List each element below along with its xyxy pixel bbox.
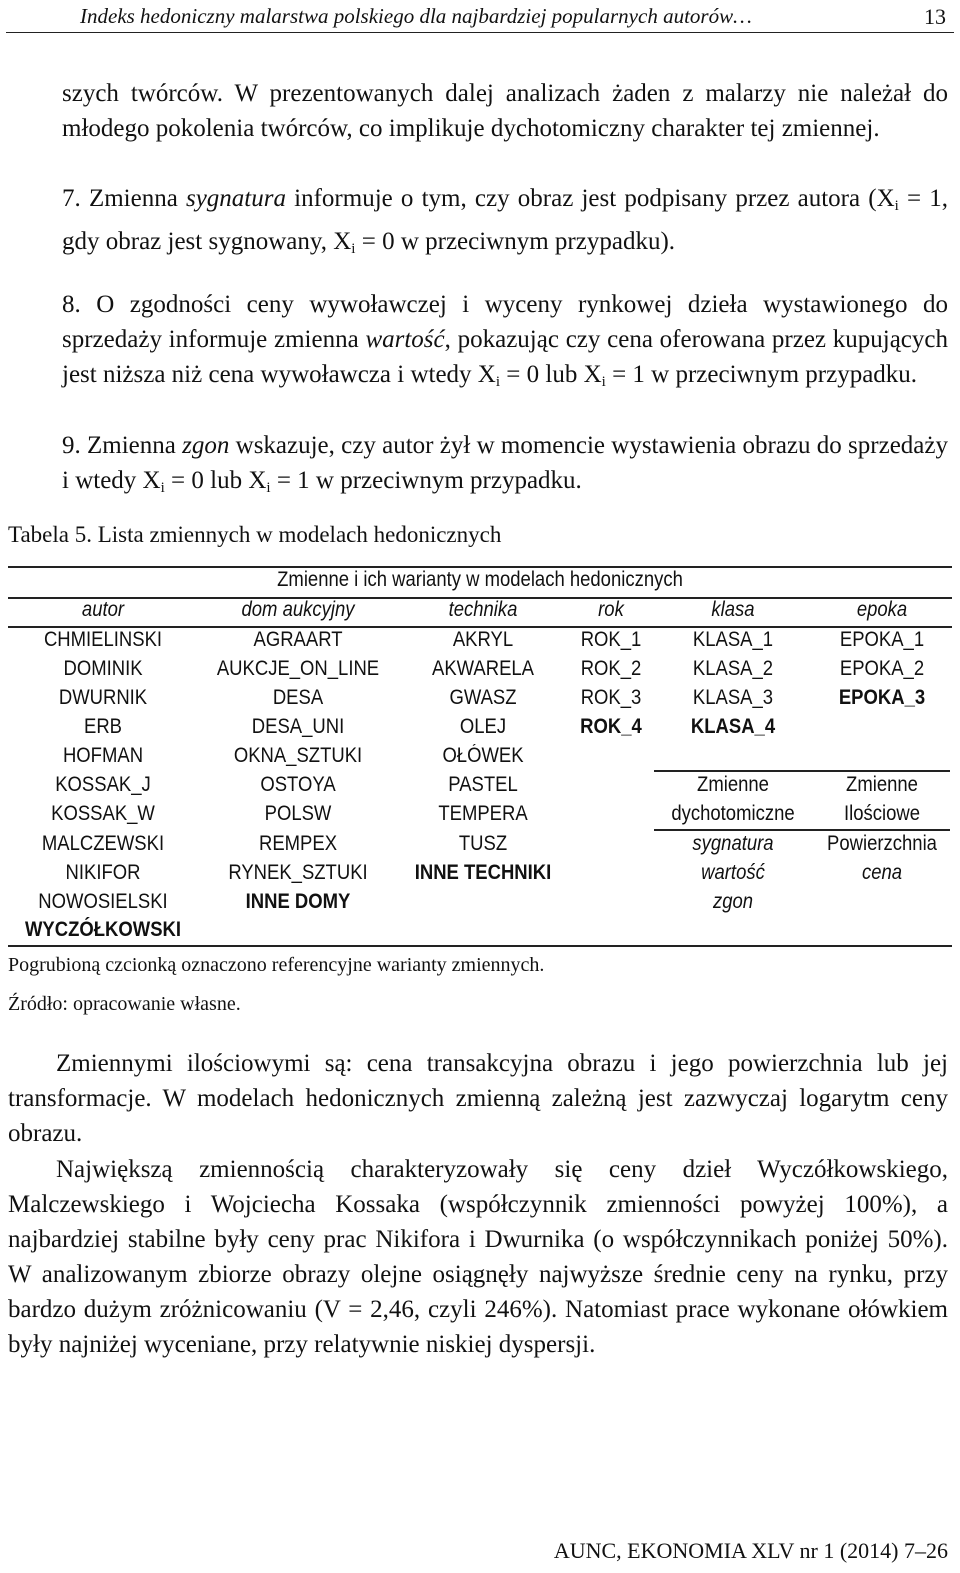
table-cell-autor: KOSSAK_J [55, 773, 151, 796]
table-cell-autor: CHMIELINSKI [43, 628, 163, 651]
paragraph-1: Zmiennymi ilościowymi są: cena transakcyjna obrazu i jego powierzchnia lub jej transformacje. W modelach hedonicznych zmienną zależną jest zazwyczaj logarytm ceny obrazu. [8, 1050, 948, 1147]
table-cell-technika: OLEJ [459, 715, 507, 738]
table-cell-dom: OSTOYA [260, 773, 336, 796]
table-cell-rok: ROK_1 [580, 628, 642, 651]
table-cell-klasa-reference: KLASA_4 [690, 715, 776, 738]
dychotomiczne-header-line1: Zmienne [697, 773, 769, 796]
list-item-8: 8. O zgodności ceny wywoławczej i wyceny rynkowej dzieła wystawionego do sprzedaży informuje zmienna wartość, pokazując czy cena oferowana przez kupujących jest niższa niż cena wywoławcza i wtedy $X_i = 0$ lub $X_i = 1$ w przeciwnym przypadku. [62, 291, 948, 390]
table-cell-autor: NOWOSIELSKI [38, 890, 168, 913]
table-cell-technika-reference: INNE TECHNIKI [414, 861, 552, 884]
column-header-technika: technika [448, 598, 518, 621]
table-cell-rok-reference: ROK_4 [580, 715, 642, 738]
table-caption: Tabela 5. Lista zmiennych w modelach hedonicznych [8, 522, 502, 547]
column-header-epoka: epoka [856, 598, 908, 621]
table-cell-dychotomiczne: sygnatura [692, 832, 774, 855]
table-cell-technika: TUSZ [458, 832, 508, 855]
table-cell-autor: DWURNIK [58, 686, 148, 709]
column-header-rok: rok [598, 598, 624, 621]
variable-name: zgon [182, 432, 230, 459]
column-header-dom-aukcyjny: dom aukcyjny [241, 598, 355, 621]
table-cell-klasa: KLASA_2 [692, 657, 774, 680]
table-cell-autor: ERB [83, 715, 123, 738]
table-super-header: Zmienne i ich warianty w modelach hedonicznych [277, 568, 683, 591]
variable-name: wartość [365, 326, 445, 353]
page-number: 13 [924, 4, 946, 29]
table-cell-dom: REMPEX [258, 832, 338, 855]
table-cell-technika: TEMPERA [438, 802, 528, 825]
table-cell-rok: ROK_3 [580, 686, 642, 709]
running-title: Indeks hedoniczny malarstwa polskiego dla najbardziej popularnych autorów… [80, 4, 752, 28]
table-cell-dom: AUKCJE_ON_LINE [216, 657, 380, 680]
table-note: Pogrubioną czcionką oznaczono referencyjne warianty zmiennych. [8, 954, 545, 976]
table-cell-rok: ROK_2 [580, 657, 642, 680]
table-cell-epoka: EPOKA_1 [839, 628, 925, 651]
table-cell-klasa: KLASA_1 [692, 628, 774, 651]
column-header-autor: autor [81, 598, 125, 621]
table-cell-ilosciowe: Powierzchnia [827, 832, 937, 855]
column-header-klasa: klasa [711, 598, 755, 621]
table-cell-autor: MALCZEWSKI [41, 832, 165, 855]
table-cell-dychotomiczne: wartość [701, 861, 765, 884]
table-cell-autor: DOMINIK [63, 657, 143, 680]
subgroup-rule [654, 770, 950, 772]
table-cell-technika: AKRYL [452, 628, 514, 651]
table-cell-dom-reference: INNE DOMY [245, 890, 351, 913]
variable-name: sygnatura [185, 185, 286, 212]
intro-paragraph: szych twórców. W prezentowanych dalej analizach żaden z malarzy nie należał do młodego pokolenia twórców, co implikuje dychotomiczny charakter tej zmiennej. [62, 80, 948, 142]
ilosciowe-header-line1: Zmienne [846, 773, 918, 796]
table-cell-epoka-reference: EPOKA_3 [838, 686, 926, 709]
ilosciowe-header-line2: Ilościowe [843, 802, 921, 825]
table-cell-autor: KOSSAK_W [51, 802, 155, 825]
table-cell-autor: HOFMAN [62, 744, 144, 767]
table-cell-dom: RYNEK_SZTUKI [228, 861, 368, 884]
table-cell-ilosciowe: cena [861, 861, 903, 884]
item-number: 9. [62, 432, 81, 459]
table-cell-dom: DESA_UNI [251, 715, 345, 738]
paragraph-2: Największą zmiennością charakteryzowały się ceny dzieł Wyczółkowskiego, Malczewskiego i Wojciecha Kossaka (współczynnik zmienności powyżej 100%), a najbardziej stabilne były ceny prac Nikifora i Dwurnika (o współczynnikach poniżej 50%). W analizowanym zbiorze obrazy olejne osiągnęły najwyższe średnie ceny na rynku, przy bardzo dużym zróżnicowaniu (V = 2,46, czyli 246%). Natomiast prace wykonane ołówkiem były najniżej wyceniane, przy relatywnie niskiej dyspersji. [8, 1156, 948, 1358]
table-cell-technika: AKWARELA [431, 657, 534, 680]
list-item-9: 9. Zmienna zgon wskazuje, czy autor żył w momencie wystawienia obrazu do sprzedaży i wtedy $X_i = 0$ lub $X_i = 1$ w przeciwnym przypadku. [62, 432, 948, 496]
table-cell-autor-reference: WYCZÓŁKOWSKI [24, 918, 182, 941]
table-cell-dom: OKNA_SZTUKI [233, 744, 363, 767]
table-cell-dom: POLSW [264, 802, 332, 825]
table-cell-epoka: EPOKA_2 [839, 657, 925, 680]
table-cell-dom: AGRAART [253, 628, 343, 651]
item-number: 7. [62, 185, 81, 212]
dychotomiczne-header-line2: dychotomiczne [671, 802, 795, 825]
table-cell-autor: NIKIFOR [65, 861, 141, 884]
table-cell-klasa: KLASA_3 [692, 686, 774, 709]
table-cell-technika: GWASZ [449, 686, 517, 709]
journal-footer: AUNC, EKONOMIA XLV nr 1 (2014) 7–26 [553, 1538, 948, 1563]
running-header [6, 0, 954, 33]
table-cell-dychotomiczne: zgon [712, 890, 754, 913]
table-cell-technika: OŁÓWEK [442, 744, 524, 767]
table-cell-technika: PASTEL [448, 773, 518, 796]
list-item-7: 7. Zmienna sygnatura informuje o tym, czy obraz jest podpisany przez autora ($X_i = 1$, gdy obraz jest sygnowany, $X_i = 0$ w przeciwnym przypadku). [62, 185, 949, 257]
table-cell-dom: DESA [272, 686, 324, 709]
item-number: 8. [62, 291, 81, 318]
subgroup-header-rule [654, 829, 950, 831]
table-bottom-rule [8, 945, 952, 947]
table-source: Źródło: opracowanie własne. [8, 993, 241, 1015]
